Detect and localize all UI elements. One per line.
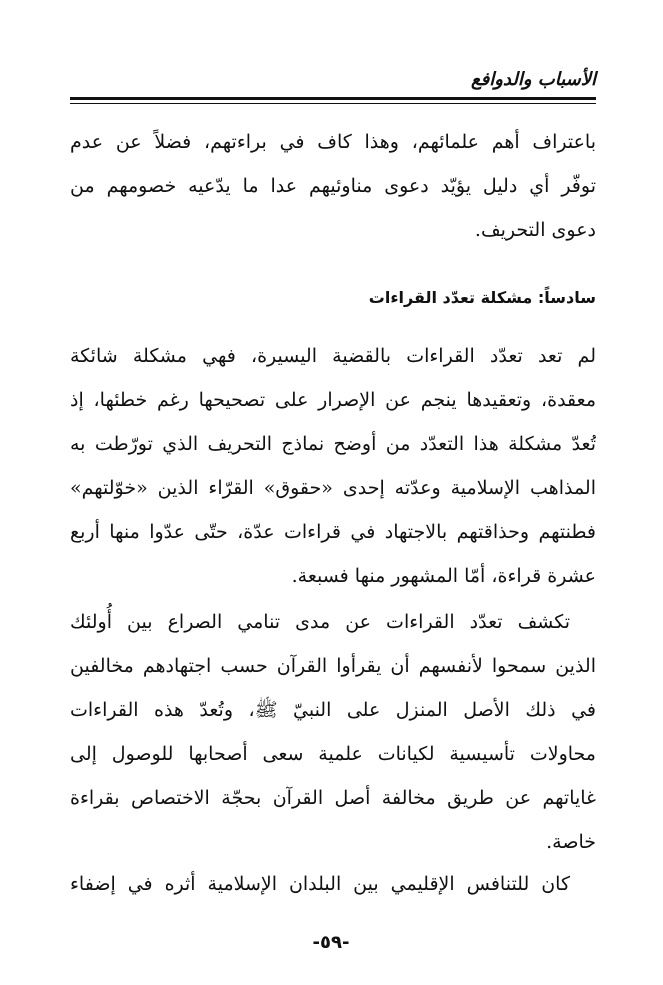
- paragraph-line: كان للتنافس الإقليمي بين البلدان الإسلامية أثره في إضفاء: [70, 873, 570, 895]
- paragraph-1: [70, 120, 596, 252]
- paragraph-line: باعتراف أهم علمائهم، وهذا كاف في براءتهم، فضلاً عن عدم: [70, 131, 596, 153]
- header-rule-thin: [70, 103, 596, 104]
- paragraph-line: عشرة قراءة، أمّا المشهور منها فسبعة.: [291, 565, 596, 587]
- paragraph-line: الذين سمحوا لأنفسهم أن يقرأوا القرآن حسب اجتهادهم مخالفين: [70, 655, 596, 677]
- paragraph-line: دعوى التحريف.: [474, 219, 596, 241]
- paragraph-line: لم تعد تعدّد القراءات بالقضية اليسيرة، فهي مشكلة شائكة: [70, 345, 596, 367]
- section-heading: سادساً: مشكلة تعدّد القراءات: [368, 288, 596, 307]
- paragraph-line: معقدة، وتعقيدها ينجم عن الإصرار على تصحيحها رغم خطئها، إذ: [70, 389, 596, 411]
- page-number: -٥٩-: [312, 932, 350, 953]
- running-header-title: الأسباب والدوافع: [471, 69, 596, 90]
- paragraph-4: [70, 862, 596, 906]
- paragraph-line: فطنتهم وحذاقتهم بالاجتهاد في قراءات عدّة، حتّى عدّوا منها أربع: [70, 521, 596, 543]
- header-rule-thick: [70, 97, 596, 100]
- paragraph-3: [70, 600, 596, 864]
- paragraph-2: [70, 334, 596, 598]
- paragraph-line: توفّر أي دليل يؤيّد دعوى مناوئيهم عدا ما يدّعيه خصومهم من: [70, 175, 596, 197]
- paragraph-line: في ذلك الأصل المنزل على النبيّ ﷺ، وتُعدّ هذه القراءات: [70, 699, 596, 721]
- paragraph-line: محاولات تأسيسية لكيانات علمية سعى أصحابها للوصول إلى: [70, 743, 596, 765]
- paragraph-line: خاصة.: [546, 831, 596, 853]
- paragraph-line: تكشف تعدّد القراءات عن مدى تنامي الصراع بين أُولئك: [70, 611, 570, 633]
- paragraph-line: المذاهب الإسلامية وعدّته إحدى «حقوق» القرّاء الذين «خوّلتهم»: [70, 477, 596, 499]
- paragraph-line: تُعدّ مشكلة هذا التعدّد من أوضح نماذج التحريف الذي تورّطت به: [70, 433, 596, 455]
- paragraph-line: غاياتهم عن طريق مخالفة أصل القرآن بحجّة الاختصاص بقراءة: [70, 787, 596, 809]
